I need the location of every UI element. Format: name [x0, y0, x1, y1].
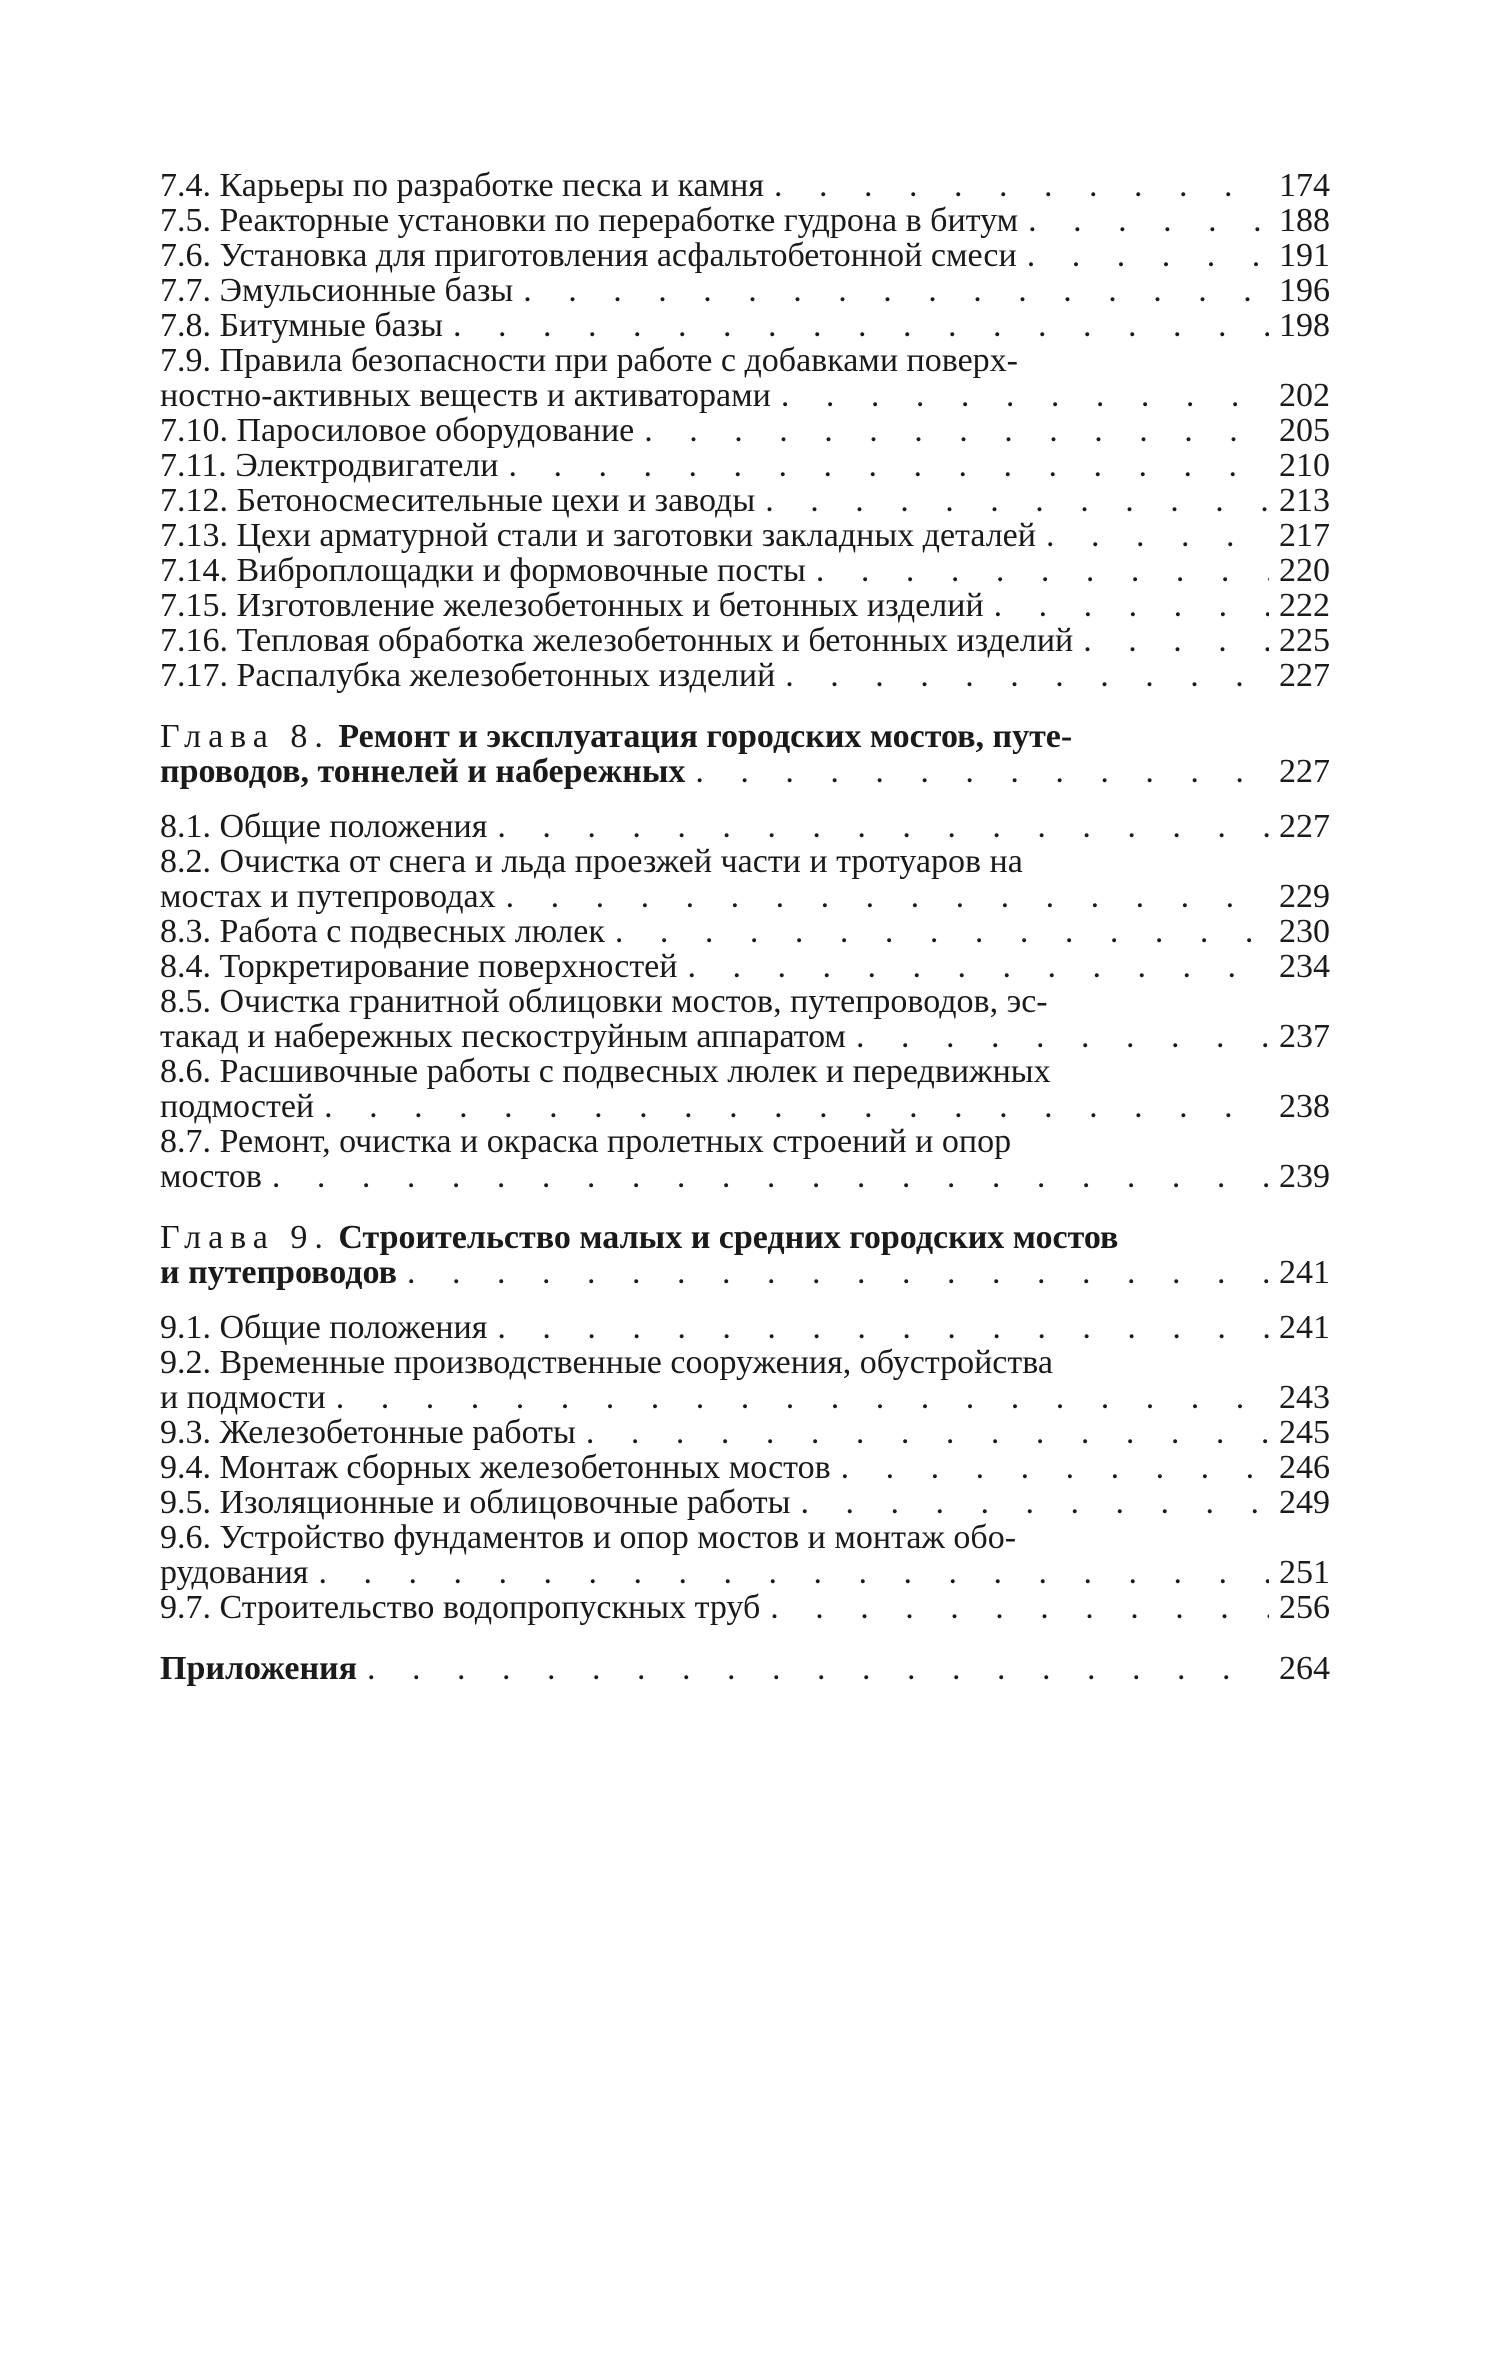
entry-title: Карьеры по разработке песка и камня [219, 167, 764, 204]
dot-leader [765, 483, 1269, 518]
entry-title-line2: подмостей [160, 1088, 315, 1125]
toc-entry-7-17[interactable] [160, 658, 1330, 693]
entry-number: 7.10. [160, 412, 228, 449]
dot-leader [272, 1159, 1269, 1194]
entry-number: 8.1. [160, 808, 211, 845]
toc-entry-9-5[interactable] [160, 1485, 1330, 1520]
dot-leader [367, 1651, 1269, 1686]
dot-leader [695, 754, 1269, 789]
entry-title: Битумные базы [219, 307, 443, 344]
entry-title: Распалубка железобетонных изделий [236, 657, 776, 694]
entry-page: 191 [1279, 237, 1330, 274]
entry-title: Виброплощадки и формовочные посты [236, 552, 806, 589]
dot-leader [523, 273, 1269, 308]
entry-number: 8.4. [160, 948, 211, 985]
entry-title: Реакторные установки по переработке гудрона в битум [219, 202, 1019, 239]
entry-page: 229 [1279, 878, 1330, 915]
entry-number: 9.2. [160, 1344, 211, 1381]
entry-title: Электродвигатели [235, 447, 499, 484]
entry-title: Эмульсионные базы [219, 272, 514, 309]
entry-page: 230 [1279, 913, 1330, 950]
dot-leader [644, 413, 1269, 448]
chapter-title-line1: Ремонт и эксплуатация городских мостов, путе- [338, 718, 1073, 755]
entry-page: 222 [1279, 587, 1330, 624]
toc-entry-7-7[interactable] [160, 273, 1330, 308]
entry-title-line1: Временные производственные сооружения, обустройства [219, 1344, 1053, 1381]
toc-entry-7-14[interactable] [160, 553, 1330, 588]
toc-entry-8-2[interactable] [160, 844, 1330, 914]
entry-page: 220 [1279, 552, 1330, 589]
toc-entry-8-3[interactable] [160, 914, 1330, 949]
entry-page: 256 [1279, 1589, 1330, 1626]
toc-entry-9-3[interactable] [160, 1415, 1330, 1450]
dot-leader [336, 1380, 1269, 1415]
entry-page: 227 [1279, 808, 1330, 845]
dot-leader [318, 1555, 1269, 1590]
toc-entry-7-6[interactable] [160, 238, 1330, 273]
toc-entry-7-11[interactable] [160, 448, 1330, 483]
entry-number: 9.7. [160, 1589, 211, 1626]
toc-entry-9-1[interactable] [160, 1310, 1330, 1345]
toc-entry-7-16[interactable] [160, 623, 1330, 658]
dot-leader [1027, 238, 1269, 273]
dot-leader [453, 308, 1269, 343]
toc-entry-9-7[interactable] [160, 1590, 1330, 1625]
entry-number: 9.4. [160, 1449, 211, 1486]
chapter-page: 241 [1279, 1254, 1330, 1291]
toc-entry-7-13[interactable] [160, 518, 1330, 553]
entry-page: 196 [1279, 272, 1330, 309]
chapter-9-heading[interactable] [160, 1220, 1330, 1290]
dot-leader [841, 1450, 1269, 1485]
entry-number: 9.3. [160, 1414, 211, 1451]
entry-title: Установка для приготовления асфальтобетонной смеси [219, 237, 1017, 274]
entry-title: Общие положения [219, 1309, 488, 1346]
entry-page: 174 [1279, 167, 1330, 204]
entry-page: 245 [1279, 1414, 1330, 1451]
entry-page: 188 [1279, 202, 1330, 239]
entry-title: Строительство водопропускных труб [219, 1589, 761, 1626]
entry-number: 8.2. [160, 843, 211, 880]
chapter-title-line2: проводов, тоннелей и набережных [160, 753, 686, 790]
entry-number: 9.5. [160, 1484, 211, 1521]
dot-leader [615, 914, 1269, 949]
chapter-title-line1: Строительство малых и средних городских мостов [338, 1219, 1119, 1256]
entry-title-line1: Устройство фундаментов и опор мостов и монтаж обо- [219, 1519, 1017, 1556]
entry-page: 213 [1279, 482, 1330, 519]
dot-leader [774, 168, 1269, 203]
entry-title: Железобетонные работы [219, 1414, 576, 1451]
entry-number: 7.5. [160, 202, 211, 239]
entry-title: Общие положения [219, 808, 488, 845]
entry-number: 7.11. [160, 447, 227, 484]
toc-entry-8-6[interactable] [160, 1054, 1330, 1124]
entry-title-line1: Ремонт, очистка и окраска пролетных строений и опор [219, 1123, 1012, 1160]
toc-entry-7-4[interactable] [160, 168, 1330, 203]
dot-leader [1083, 623, 1269, 658]
dot-leader [508, 448, 1269, 483]
entry-number: 8.3. [160, 913, 211, 950]
dot-leader [1046, 518, 1269, 553]
entry-page: 249 [1279, 1484, 1330, 1521]
dot-leader [586, 1415, 1269, 1450]
entry-number: 8.7. [160, 1123, 211, 1160]
toc-entry-7-8[interactable] [160, 308, 1330, 343]
toc-entry-7-15[interactable] [160, 588, 1330, 623]
entry-number: 7.6. [160, 237, 211, 274]
entry-page: 246 [1279, 1449, 1330, 1486]
toc-entry-7-9[interactable] [160, 343, 1330, 413]
entry-page: 205 [1279, 412, 1330, 449]
entry-page: 217 [1279, 517, 1330, 554]
entry-number: 7.15. [160, 587, 228, 624]
entry-title-line2: такад и набережных пескоструйным аппаратом [160, 1018, 846, 1055]
chapter-8-heading[interactable] [160, 719, 1330, 789]
entry-title: Работа с подвесных люлек [219, 913, 605, 950]
entry-page: 234 [1279, 948, 1330, 985]
entry-page: 243 [1279, 1379, 1330, 1416]
toc-entry-8-4[interactable] [160, 949, 1330, 984]
entry-number: 8.5. [160, 983, 211, 1020]
entry-title-line1: Расшивочные работы с подвесных люлек и передвижных [219, 1053, 1051, 1090]
toc-entry-8-5[interactable] [160, 984, 1330, 1054]
entry-page: 241 [1279, 1309, 1330, 1346]
dot-leader [407, 1255, 1269, 1290]
entry-title-line2: и подмости [160, 1379, 326, 1416]
dot-leader [497, 809, 1269, 844]
entry-title: Паросиловое оборудование [236, 412, 635, 449]
entry-title: Бетоносмесительные цехи и заводы [236, 482, 756, 519]
chapter-page: 227 [1279, 753, 1330, 790]
entry-number: 7.7. [160, 272, 211, 309]
entry-number: 7.13. [160, 517, 228, 554]
dot-leader [781, 378, 1269, 413]
entry-number: 7.17. [160, 657, 228, 694]
entry-page: 225 [1279, 622, 1330, 659]
entry-title: Тепловая обработка железобетонных и бетонных изделий [236, 622, 1074, 659]
entry-page: 264 [1279, 1650, 1330, 1687]
entry-page: 239 [1279, 1158, 1330, 1195]
entry-title-line2: рудования [160, 1554, 309, 1591]
toc-entry-8-7[interactable] [160, 1124, 1330, 1194]
toc-entry-8-1[interactable] [160, 809, 1330, 844]
entry-title: Изготовление железобетонных и бетонных изделий [236, 587, 984, 624]
dot-leader [1028, 203, 1269, 238]
entry-page: 251 [1279, 1554, 1330, 1591]
entry-title-line1: Очистка от снега и льда проезжей части и тротуаров на [219, 843, 1023, 880]
toc-entry-7-10[interactable] [160, 413, 1330, 448]
entry-number: 7.14. [160, 552, 228, 589]
toc-entry-appendix[interactable] [160, 1651, 1330, 1686]
dot-leader [324, 1089, 1269, 1124]
dot-leader [800, 1485, 1269, 1520]
entry-number: 7.16. [160, 622, 228, 659]
dot-leader [770, 1590, 1269, 1625]
entry-page: 227 [1279, 657, 1330, 694]
chapter-label: Глава 9. [160, 1219, 330, 1256]
entry-title-line2: мостов [160, 1158, 262, 1195]
dot-leader [785, 658, 1269, 693]
entry-number: 7.4. [160, 167, 211, 204]
entry-title: Цехи арматурной стали и заготовки закладных деталей [236, 517, 1036, 554]
toc-entry-7-12[interactable] [160, 483, 1330, 518]
chapter-label: Глава 8. [160, 718, 330, 755]
entry-number: 9.1. [160, 1309, 211, 1346]
entry-title-line1: Очистка гранитной облицовки мостов, путепроводов, эс- [219, 983, 1048, 1020]
entry-title-line2: мостах и путепроводах [160, 878, 496, 915]
entry-page: 198 [1279, 307, 1330, 344]
chapter-title-line2: и путепроводов [160, 1254, 397, 1291]
dot-leader [856, 1019, 1269, 1054]
dot-leader [506, 879, 1269, 914]
entry-title: Монтаж сборных железобетонных мостов [219, 1449, 831, 1486]
entry-number: 7.12. [160, 482, 228, 519]
entry-number: 8.6. [160, 1053, 211, 1090]
toc-entry-7-5[interactable] [160, 203, 1330, 238]
dot-leader [687, 949, 1269, 984]
entry-title-line1: Правила безопасности при работе с добавками поверх- [219, 342, 1018, 379]
dot-leader [497, 1310, 1269, 1345]
table-of-contents [160, 168, 1330, 1686]
entry-number: 9.6. [160, 1519, 211, 1556]
toc-entry-9-2[interactable] [160, 1345, 1330, 1415]
entry-page: 238 [1279, 1088, 1330, 1125]
entry-page: 210 [1279, 447, 1330, 484]
entry-number: 7.8. [160, 307, 211, 344]
entry-title: Торкретирование поверхностей [219, 948, 678, 985]
entry-number: 7.9. [160, 342, 211, 379]
dot-leader [994, 588, 1269, 623]
entry-page: 202 [1279, 377, 1330, 414]
toc-entry-9-4[interactable] [160, 1450, 1330, 1485]
entry-page: 237 [1279, 1018, 1330, 1055]
toc-entry-9-6[interactable] [160, 1520, 1330, 1590]
dot-leader [816, 553, 1269, 588]
entry-title-line2: ностно-активных веществ и активаторами [160, 377, 771, 414]
appendix-title: Приложения [160, 1650, 358, 1687]
entry-title: Изоляционные и облицовочные работы [219, 1484, 791, 1521]
